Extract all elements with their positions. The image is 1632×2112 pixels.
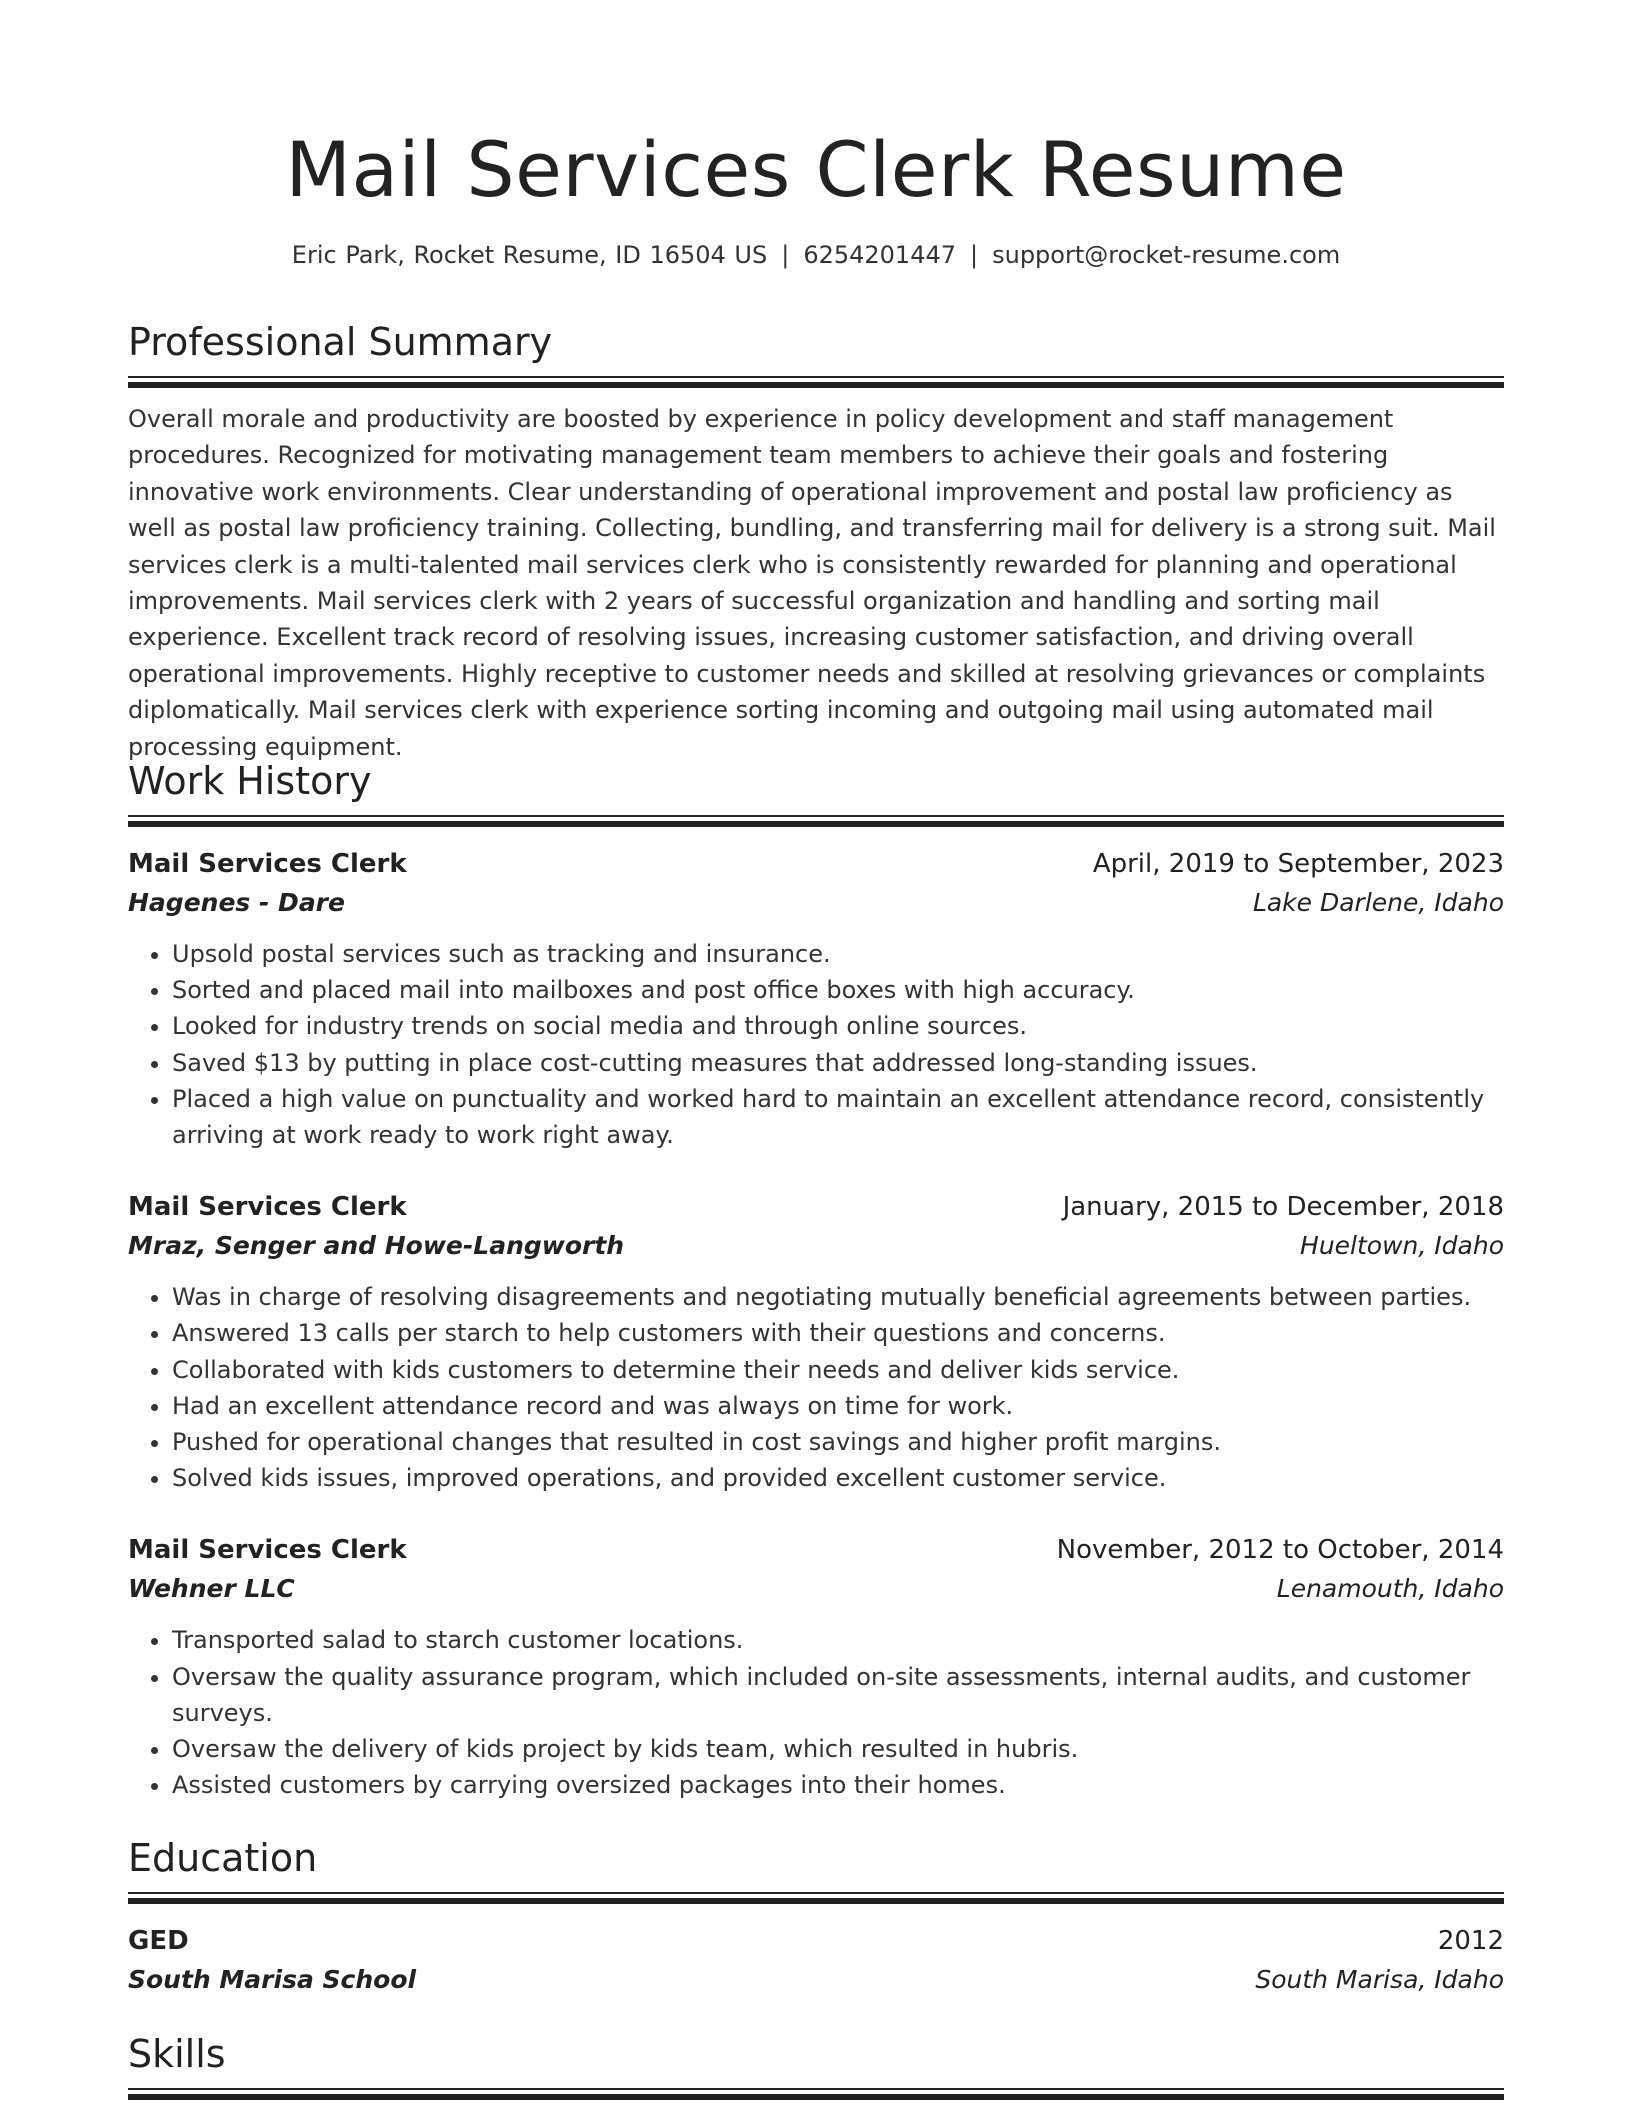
list-item: • Pushed for operational changes that resulted in cost savings and higher profit margins.: [172, 1424, 1504, 1460]
section-divider: [128, 1892, 1504, 1907]
job-title: Mail Services Clerk: [128, 1535, 407, 1566]
section-divider: [128, 2088, 1504, 2103]
job-entry: [128, 1187, 1504, 1496]
education-section: [128, 1834, 1504, 1999]
education-location: South Marisa, Idaho: [1255, 1965, 1504, 1994]
job-bullets: [128, 936, 1504, 1153]
list-item: • Collaborated with kids customers to determine their needs and deliver kids service.: [172, 1352, 1504, 1388]
education-year: 2012: [1437, 1926, 1504, 1956]
job-title: Mail Services Clerk: [128, 1192, 407, 1223]
job-bullets: [128, 1622, 1504, 1803]
education-entry: [128, 1921, 1504, 1999]
job-dates: November, 2012 to October, 2014: [1056, 1535, 1504, 1566]
job-location: Lake Darlene, Idaho: [1252, 888, 1504, 917]
list-item: • Had an excellent attendance record and was always on time for work.: [172, 1388, 1504, 1424]
contact-email: support@rocket-resume.com: [992, 241, 1341, 269]
contact-separator: |: [970, 241, 979, 269]
section-divider: [128, 815, 1504, 830]
work-history-section: [128, 757, 1504, 1803]
job-company: Hagenes - Dare: [128, 888, 345, 917]
contact-separator: |: [781, 241, 790, 269]
list-item: • Was in charge of resolving disagreements and negotiating mutually beneficial agreements between parties.: [172, 1279, 1504, 1315]
summary-text: Overall morale and productivity are boosted by experience in policy development and staff management procedures. Recognized for motivating management team members to achieve their goals and fostering innovative work environments. Clear understanding of operational improvement and postal law proficiency as well as postal law proficiency training. Collecting, bundling, and transferring mail for delivery is a strong suit. Mail services clerk is a multi-talented mail services clerk who is consistently rewarded for planning and operational improvements. Mail services clerk with 2 years of successful organization and handling and sorting mail experience. Excellent track record of resolving issues, increasing customer satisfaction, and driving overall operational improvements. Highly receptive to customer needs and skilled at resolving grievances or complaints diplomatically. Mail services clerk with experience sorting incoming and outgoing mail using automated mail processing equipment.: [128, 405, 1496, 761]
list-item: • Transported salad to starch customer locations.: [172, 1622, 1504, 1658]
job-entry: [128, 1530, 1504, 1803]
section-divider: [128, 376, 1504, 391]
list-item: • Oversaw the delivery of kids project by kids team, which resulted in hubris.: [172, 1731, 1504, 1767]
summary-heading: Professional Summary: [128, 320, 553, 364]
contact-phone: 6254201447: [803, 241, 957, 269]
list-item: • Assisted customers by carrying oversized packages into their homes.: [172, 1767, 1504, 1803]
job-title: Mail Services Clerk: [128, 849, 407, 879]
skills-section: [128, 2030, 1504, 2103]
job-company: Mraz, Senger and Howe-Langworth: [128, 1231, 625, 1261]
job-location: Hueltown, Idaho: [1300, 1231, 1504, 1261]
page-title: Mail Services Clerk Resume: [285, 125, 1347, 214]
education-school: South Marisa School: [128, 1965, 417, 1994]
job-bullets: [128, 1279, 1504, 1496]
list-item: • Answered 13 calls per starch to help customers with their questions and concerns.: [172, 1315, 1504, 1351]
list-item: • Saved $13 by putting in place cost-cutting measures that addressed long-standing issues.: [172, 1045, 1504, 1081]
skills-heading: Skills: [128, 2032, 226, 2076]
summary-section: [128, 318, 1504, 765]
list-item: • Upsold postal services such as tracking and insurance.: [172, 936, 1504, 972]
work-history-heading: Work History: [128, 759, 372, 803]
education-heading: Education: [128, 1836, 318, 1880]
list-item: • Sorted and placed mail into mailboxes and post office boxes with high accuracy.: [172, 972, 1504, 1008]
list-item: • Looked for industry trends on social media and through online sources.: [172, 1008, 1504, 1044]
education-degree: GED: [128, 1926, 189, 1956]
job-dates: January, 2015 to December, 2018: [1062, 1192, 1504, 1223]
job-company: Wehner LLC: [128, 1574, 295, 1604]
contact-line: [128, 238, 1504, 272]
job-location: Lenamouth, Idaho: [1276, 1574, 1504, 1604]
list-item: • Placed a high value on punctuality and worked hard to maintain an excellent attendance record, consistently arriving at work ready to work right away.: [172, 1081, 1504, 1153]
job-entry: [128, 844, 1504, 1153]
contact-address: Eric Park, Rocket Resume, ID 16504 US: [291, 241, 768, 269]
list-item: • Solved kids issues, improved operations, and provided excellent customer service.: [172, 1460, 1504, 1496]
list-item: • Oversaw the quality assurance program, which included on-site assessments, internal audits, and customer surveys.: [172, 1659, 1504, 1731]
job-dates: April, 2019 to September, 2023: [1092, 849, 1504, 879]
